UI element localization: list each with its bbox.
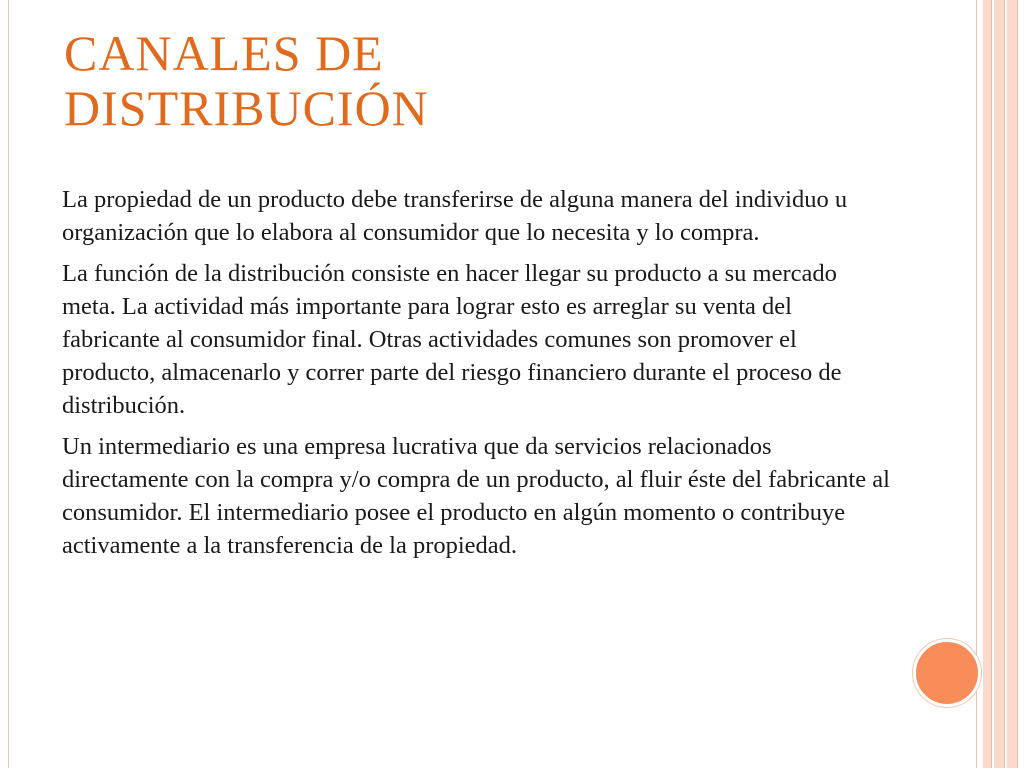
slide-title — [64, 26, 884, 136]
paragraph-funcion: La función de la distribución consiste en hacer llegar su producto a su mercado meta. La actividad más importante para lograr esto es arreglar su venta del fabricante al consumidor final. Otras actividades comunes son promover el producto, almacenarlo y correr parte del riesgo financiero durante el proceso de distribución. — [62, 260, 842, 419]
decorative-stripe — [994, 0, 1004, 768]
left-border-line — [8, 0, 9, 768]
decorative-stripe — [1007, 0, 1017, 768]
accent-circle — [913, 639, 981, 707]
title-line-1: CANALES DE — [64, 25, 384, 81]
slide-body — [62, 183, 892, 570]
decorative-stripe-line — [1017, 0, 1018, 768]
title-line-2: DISTRIBUCIÓN — [64, 80, 429, 136]
paragraph-intermediario: Un intermediario es una empresa lucrativa que da servicios relacionados directamente con la compra y/o compra de un producto, al fluir éste del fabricante al consumidor. El intermediario posee el producto en algún momento o contribuye activamente a la transferencia de la propiedad. — [62, 433, 890, 559]
decorative-stripe — [983, 0, 991, 768]
right-border-line — [976, 0, 977, 768]
paragraph-propiedad: La propiedad de un producto debe transferirse de alguna manera del individuo u organización que lo elabora al consumidor que lo necesita y lo compra. — [62, 186, 848, 246]
decorative-stripe-line — [1004, 0, 1005, 768]
decorative-stripe-line — [991, 0, 992, 768]
